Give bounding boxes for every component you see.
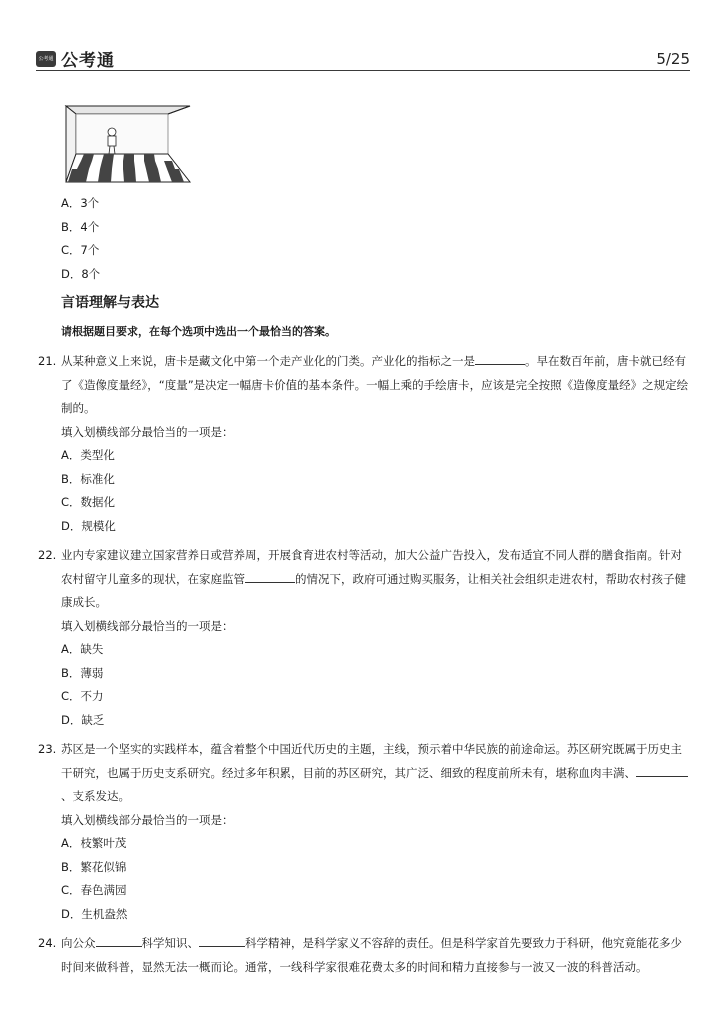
- question-prompt: 填入划横线部分最恰当的一项是：: [61, 618, 234, 633]
- option: B．薄弱: [61, 665, 104, 680]
- question-text: 从某种意义上来说，唐卡是藏文化中第一个走产业化的门类。产业化的指标之一是 。早在数百年前，唐卡就已经有了《造像度量经》，“度量”是决定一幅唐卡价值的基本条件。一幅上乘的手绘唐卡，应该是完全按照《造像度量经》之规定绘制的。: [61, 350, 690, 421]
- option: B．4个: [61, 219, 100, 234]
- room-grid-figure-icon: [62, 102, 192, 186]
- option: D．缺乏: [61, 712, 105, 727]
- option: D．8个: [61, 266, 101, 281]
- answer-blank: [636, 762, 688, 777]
- section-instruction: 请根据题目要求，在每个选项中选出一个最恰当的答案。: [61, 325, 336, 338]
- option: A．3个: [61, 196, 100, 210]
- question-24: [38, 932, 690, 979]
- question-21: [38, 350, 690, 538]
- page-number: 5/25: [656, 50, 690, 68]
- question-text: 业内专家建议建立国家营养日或营养周，开展食育进农村等活动，加大公益广告投入，发布适宜不同人群的膳食指南。针对农村留守儿童多的现状，在家庭监管 的情况下，政府可通过购买服务，让相关社会组织走进农村，帮助农村孩子健康成长。: [61, 548, 686, 609]
- option: C．不力: [61, 689, 104, 703]
- option: B．繁花似锦: [61, 859, 127, 874]
- answer-blank: [96, 932, 142, 947]
- option: D．生机盎然: [61, 906, 128, 921]
- option: C．7个: [61, 243, 100, 257]
- question-number: 23.: [38, 742, 57, 756]
- question-number: 22.: [38, 548, 57, 562]
- question-text: 苏区是一个坚实的实践样本，蕴含着整个中国近代历史的主题，主线，预示着中华民族的前途命运。苏区研究既属于历史主干研究，也属于历史支系研究。经过多年积累，目前的苏区研究，其广泛、细致的程度前所未有，堪称血肉丰满、、支系发达。: [61, 738, 690, 809]
- page-content: [38, 192, 690, 979]
- question-number: 21.: [38, 354, 57, 368]
- brand-logo: [36, 46, 115, 71]
- option: B．标准化: [61, 471, 115, 486]
- answer-blank: [245, 568, 295, 583]
- option: A．缺失: [61, 642, 104, 656]
- page-header: [36, 40, 690, 71]
- option: D．规模化: [61, 518, 116, 533]
- question-text: 向公众 科学知识、 科学精神，是科学家义不容辞的责任。但是科学家首先要致力于科研，他究竟能花多少时间来做科普，显然无法一概而论。通常，一线科学家很难花费太多的时间和精力直接参与一波又一波的科普活动。: [61, 932, 690, 979]
- answer-blank: [475, 350, 525, 365]
- answer-blank: [199, 932, 245, 947]
- question-number: 24.: [38, 936, 57, 950]
- option: C．春色满园: [61, 883, 127, 897]
- option: C．数据化: [61, 495, 116, 509]
- previous-question-options: [38, 192, 690, 286]
- option: A．类型化: [61, 448, 115, 462]
- option: A．枝繁叶茂: [61, 836, 127, 850]
- question-23: [38, 738, 690, 926]
- logo-text: 公考通: [61, 51, 115, 71]
- question-prompt: 填入划横线部分最恰当的一项是：: [61, 424, 234, 439]
- section-title: 言语理解与表达: [61, 295, 159, 311]
- question-prompt: 填入划横线部分最恰当的一项是：: [61, 812, 234, 827]
- logo-mark-icon: 公考通: [36, 51, 56, 67]
- question-22: [38, 544, 690, 732]
